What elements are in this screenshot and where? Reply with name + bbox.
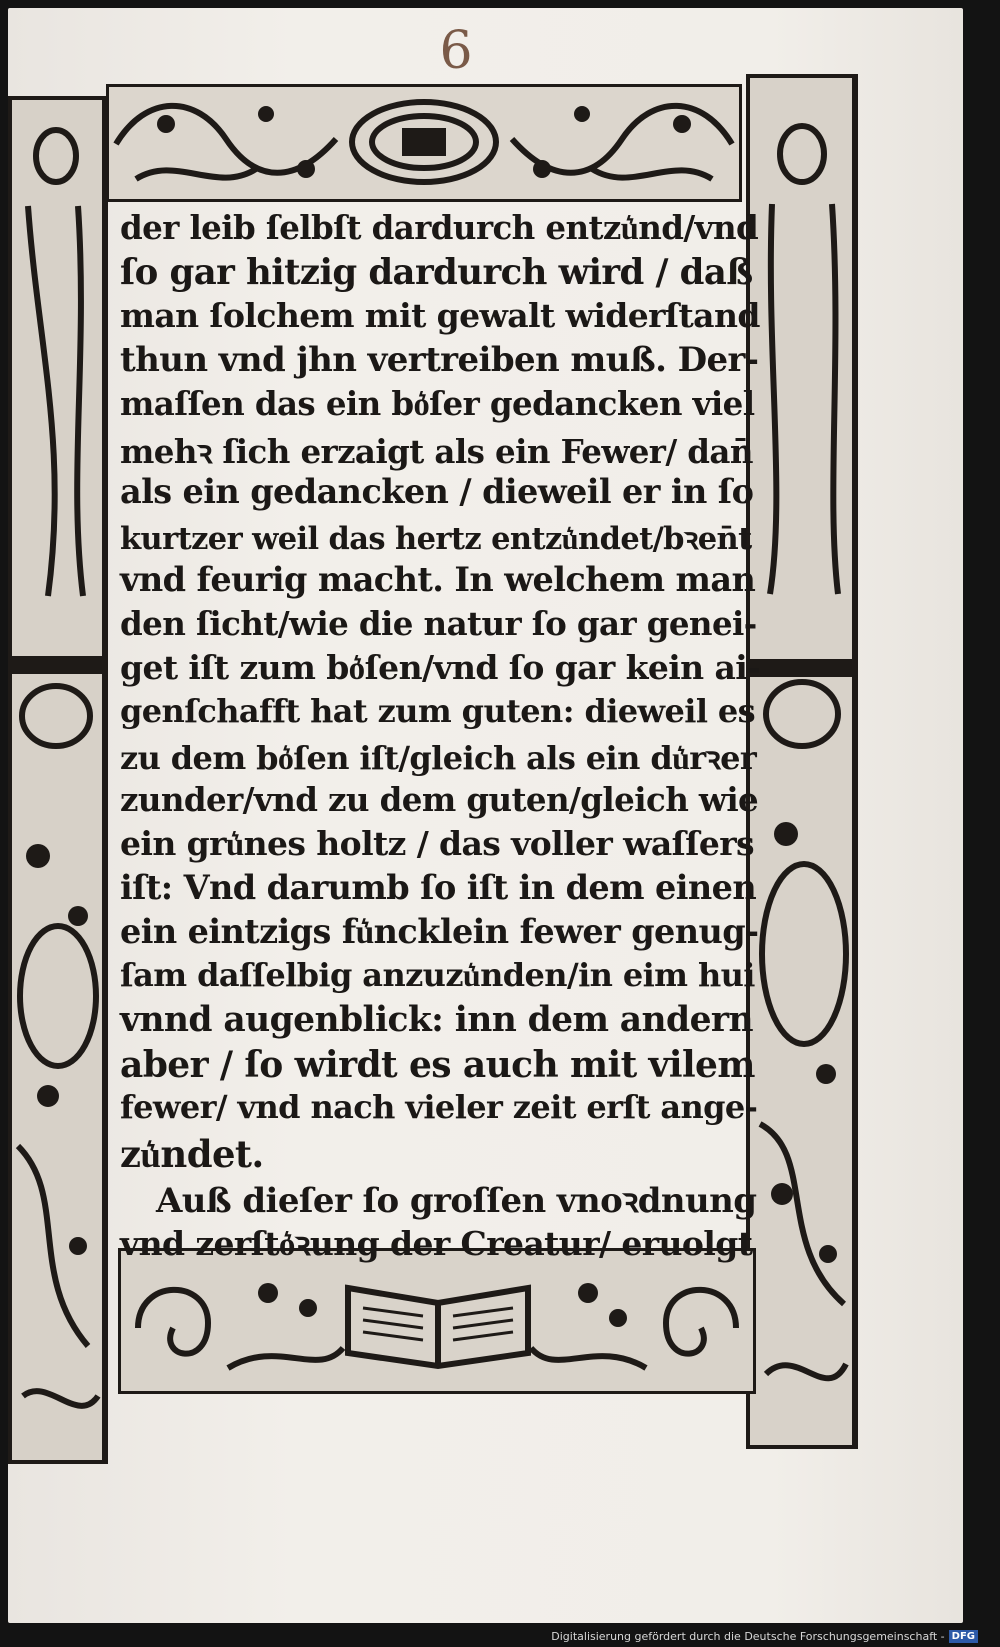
text-line: vnnd augenblick: inn dem andern <box>120 1000 753 1040</box>
text-line: als ein gedancken / dieweil er in ſo <box>120 472 754 511</box>
left-woodcut-border <box>8 96 108 1464</box>
text-line: zu dem bo͛ſen iſt/gleich als ein du͛rꝛer <box>120 739 757 777</box>
text-line: mehꝛ ſich erzaigt als ein Fewer/ dan̄ <box>120 432 753 471</box>
text-line: der leib ſelbſt dardurch entzu͛nd/vnd <box>120 208 759 247</box>
dfg-logo: DFG <box>949 1630 978 1643</box>
text-line: thun vnd jhn vertreiben muß. Der- <box>120 340 759 380</box>
text-line: vnd feurig macht. In welchem man <box>120 560 756 599</box>
text-line: zu͛ndet. <box>120 1132 264 1176</box>
text-line: den ſicht/wie die natur ſo gar genei- <box>120 604 757 643</box>
text-line: fewer/ vnd nach vieler zeit erſt ange- <box>120 1088 758 1126</box>
text-line: ſam daſſelbig anzuzu͛nden/in eim hui <box>120 956 755 994</box>
text-block <box>120 208 786 1326</box>
credit-text: Digitalisierung gefördert durch die Deutsche Forschungsgemeinschaft - <box>551 1630 945 1643</box>
book-page <box>8 8 963 1623</box>
text-line: genſchafft hat zum guten: dieweil es <box>120 692 756 730</box>
text-line: zunder/vnd zu dem guten/gleich wie <box>120 780 759 819</box>
text-line: maſſen das ein bo͛ſer gedancken viel <box>120 384 755 423</box>
text-line: ein gru͛nes holtz / das voller waſſers <box>120 824 755 863</box>
folio-mark: 6 <box>439 21 473 81</box>
text-line: ſo gar hitzig dardurch wird / daß <box>120 252 753 293</box>
text-line: kurtzer weil das hertz entzu͛ndet/bꝛen̄t <box>120 521 752 557</box>
text-line: Auß dieſer ſo groſſen vnoꝛdnung <box>156 1181 757 1221</box>
text-line: iſt: Vnd darumb ſo iſt in dem einen <box>120 868 757 907</box>
text-line: man ſolchem mit gewalt widerſtand <box>120 296 760 335</box>
text-line: aber / ſo wirdt es auch mit vilem <box>120 1044 755 1086</box>
text-line: get iſt zum bo͛ſen/vnd ſo gar kein ai- <box>120 648 761 687</box>
text-line: ein eintzigs fu͛ncklein fewer genug- <box>120 912 759 951</box>
text-line: vnd zerſto͛ꝛung der Creatur/ eruolgt <box>120 1224 753 1263</box>
digitization-credit <box>551 1630 978 1643</box>
top-woodcut-border <box>106 84 742 202</box>
